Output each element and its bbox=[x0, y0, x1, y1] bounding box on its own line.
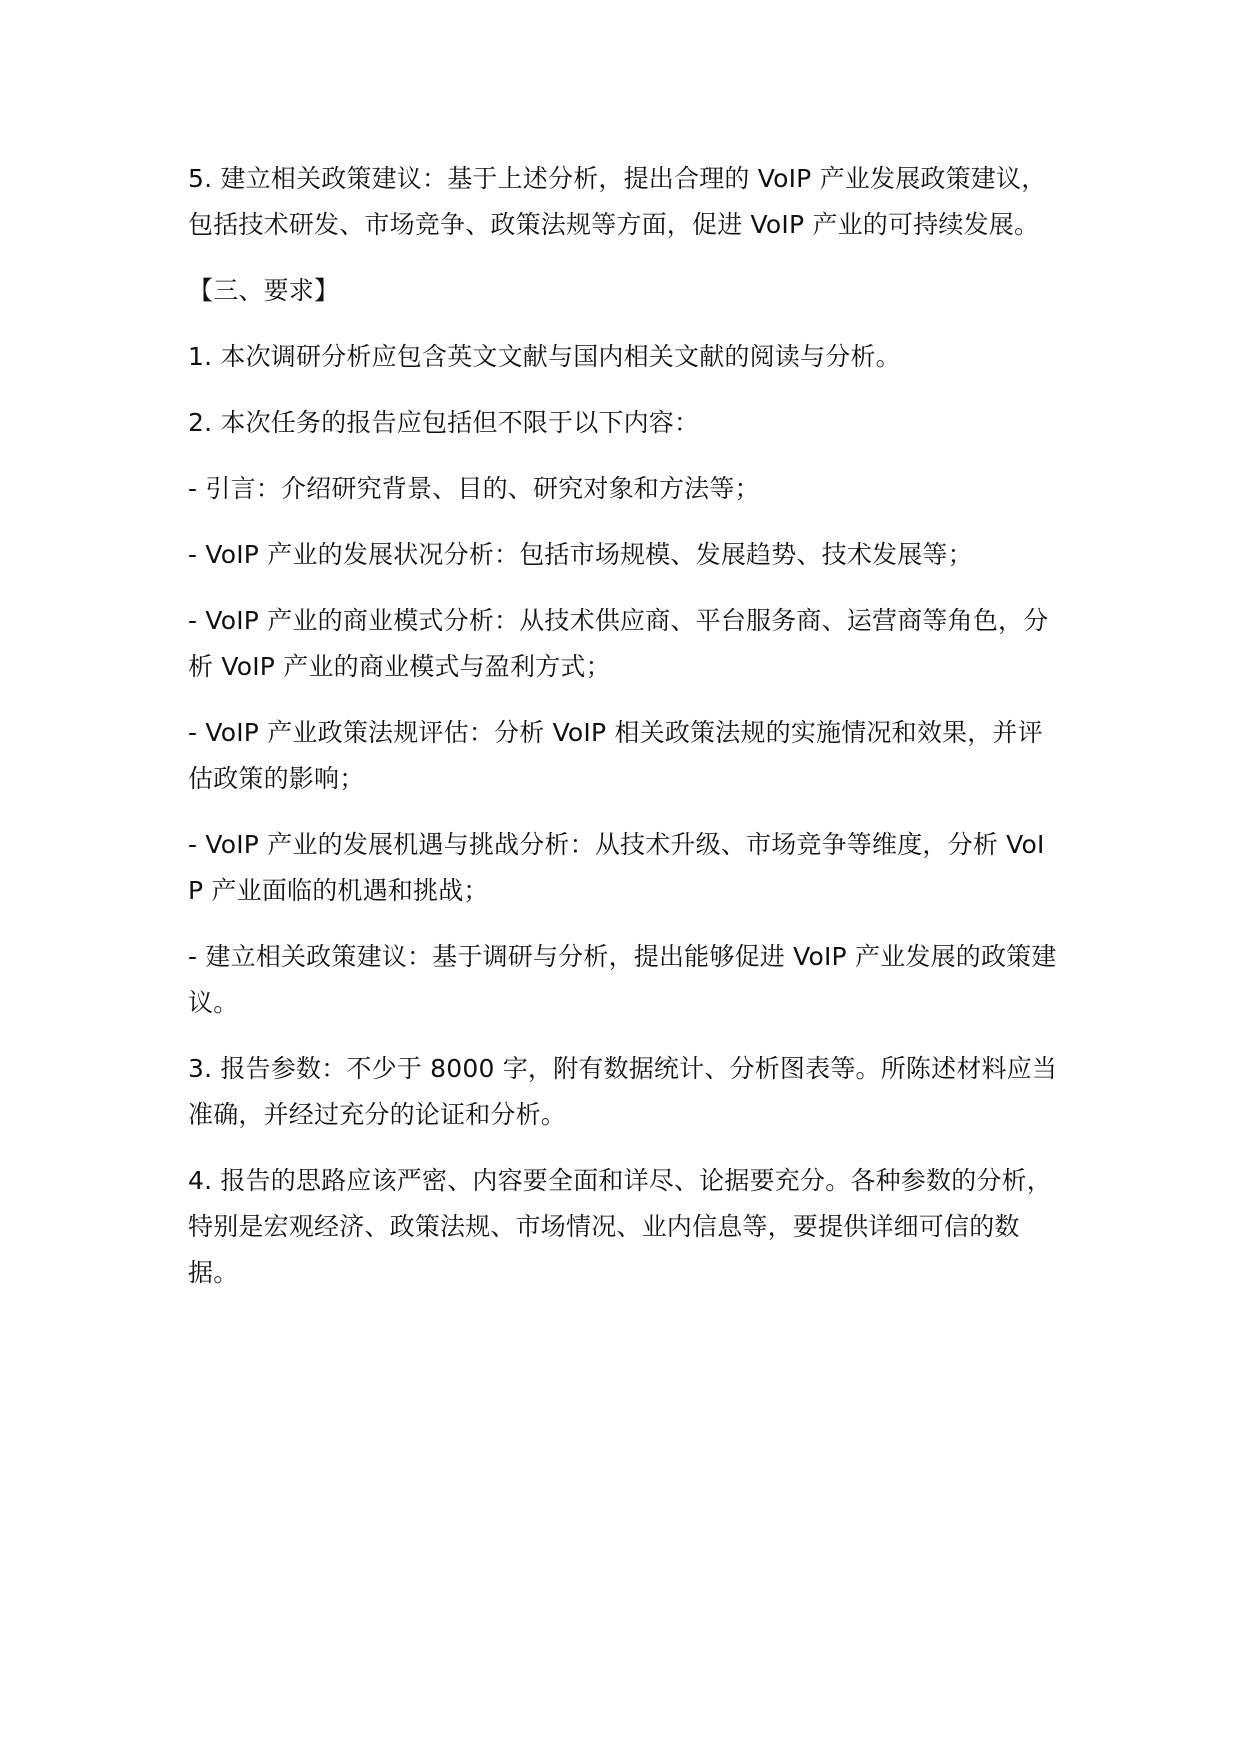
content-item-business-model: - VoIP 产业的商业模式分析：从技术供应商、平台服务商、运营商等角色，分析 VoIP 产业的商业模式与盈利方式； bbox=[188, 606, 1049, 681]
content-item-policy-evaluation: - VoIP 产业政策法规评估：分析 VoIP 相关政策法规的实施情况和效果，并评估政策的影响； bbox=[188, 718, 1043, 793]
requirement-item-1: 1. 本次调研分析应包含英文文献与国内相关文献的阅读与分析。 bbox=[188, 342, 901, 371]
content-item-development-status: - VoIP 产业的发展状况分析：包括市场规模、发展趋势、技术发展等； bbox=[188, 540, 973, 569]
requirement-item-3: 3. 报告参数：不少于 8000 字，附有数据统计、分析图表等。所陈述材料应当准确，并经过充分的论证和分析。 bbox=[188, 1054, 1058, 1129]
content-item-opportunities-challenges: - VoIP 产业的发展机遇与挑战分析：从技术升级、市场竞争等维度，分析 VoIP 产业面临的机遇和挑战； bbox=[188, 830, 1045, 905]
document-page bbox=[188, 156, 1058, 1316]
section-heading-requirements: 【三、要求】 bbox=[188, 276, 340, 305]
requirement-item-2: 2. 本次任务的报告应包括但不限于以下内容： bbox=[188, 408, 700, 437]
requirement-item-4: 4. 报告的思路应该严密、内容要全面和详尽、论据要充分。各种参数的分析，特别是宏观经济、政策法规、市场情况、业内信息等，要提供详细可信的数据。 bbox=[188, 1166, 1053, 1287]
content-item-policy-suggestion: - 建立相关政策建议：基于调研与分析，提出能够促进 VoIP 产业发展的政策建议。 bbox=[188, 942, 1057, 1017]
content-item-introduction: - 引言：介绍研究背景、目的、研究对象和方法等； bbox=[188, 474, 760, 503]
paragraph-policy-suggestion: 5. 建立相关政策建议：基于上述分析，提出合理的 VoIP 产业发展政策建议，包括技术研发、市场竞争、政策法规等方面，促进 VoIP 产业的可持续发展。 bbox=[188, 164, 1047, 239]
